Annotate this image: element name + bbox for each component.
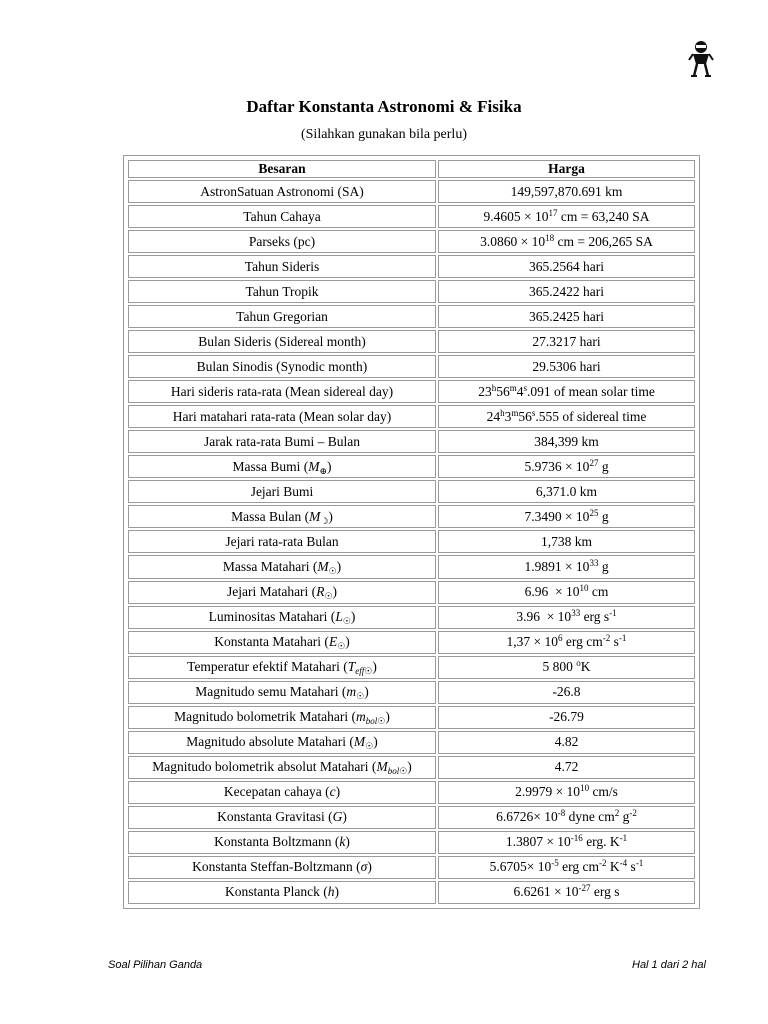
table-row (128, 255, 695, 278)
table-row (128, 881, 695, 904)
quantity-cell: Luminositas Matahari $(L_☉)$ (128, 606, 436, 629)
constants-table-frame (123, 155, 700, 909)
value-cell: -26.8 (438, 681, 695, 704)
quantity-cell: Tahun Gregorian (128, 305, 436, 328)
table-row (128, 430, 695, 453)
footer-right: Hal 1 dari 2 hal (632, 959, 706, 971)
value-cell: $1.9891 \times 10^{33}$ g (438, 555, 695, 578)
value-cell: 365.2422 hari (438, 280, 695, 303)
table-row (128, 706, 695, 729)
value-cell: 6,371.0 km (438, 480, 695, 503)
value-cell: 23$^h$56$^m$4$^s$.091 of mean solar time (438, 380, 695, 403)
table-row (128, 555, 695, 578)
quantity-cell: Hari sideris rata-rata (Mean sidereal day) (128, 380, 436, 403)
value-cell: 149,597,870.691 km (438, 180, 695, 203)
page-title: Daftar Konstanta Astronomi & Fisika (246, 97, 522, 116)
quantity-cell: Parseks (pc) (128, 230, 436, 253)
quantity-cell: Massa Matahari $(M_☉)$ (128, 555, 436, 578)
value-cell: 5 800 $^o$K (438, 656, 695, 679)
quantity-cell: Magnitudo bolometrik absolut Matahari $(M_{bol☉})$ (128, 756, 436, 779)
quantity-cell: Tahun Sideris (128, 255, 436, 278)
quantity-cell: Jejari Bumi (128, 480, 436, 503)
quantity-cell: Bulan Sideris (Sidereal month) (128, 330, 436, 353)
quantity-cell: AstronSatuan Astronomi (SA) (128, 180, 436, 203)
quantity-cell: Bulan Sinodis (Synodic month) (128, 355, 436, 378)
value-cell: 365.2425 hari (438, 305, 695, 328)
value-cell: $3.96 \times 10^{33}$ erg $s^{-1}$ (438, 606, 695, 629)
table-row (128, 806, 695, 829)
table-row (128, 731, 695, 754)
table-row (128, 831, 695, 854)
quantity-cell: Konstanta Boltzmann (k) (128, 831, 436, 854)
quantity-cell: Magnitudo semu Matahari $(m_☉)$ (128, 681, 436, 704)
value-cell: 24$^h$3$^m$56$^s$.555 of sidereal time (438, 405, 695, 428)
quantity-cell: Konstanta Gravitasi (G) (128, 806, 436, 829)
table-row (128, 606, 695, 629)
table-row (128, 380, 695, 403)
value-cell: $1.3807 \times 10^{-16}$ erg. $K^{-1}$ (438, 831, 695, 854)
value-cell: 1,738 km (438, 530, 695, 553)
table-row (128, 455, 695, 478)
table-row (128, 631, 695, 654)
value-cell: 4.72 (438, 756, 695, 779)
value-cell: -26.79 (438, 706, 695, 729)
table-row (128, 856, 695, 879)
column-header-value: Harga (438, 160, 695, 178)
quantity-cell: Konstanta Matahari $(E_☉)$ (128, 631, 436, 654)
table-row (128, 505, 695, 528)
table-row (128, 656, 695, 679)
value-cell: $5.6705\times 10^{-5}$ erg $cm^{-2}$ $K^{-4}$ $s^{-1}$ (438, 856, 695, 879)
table-row (128, 781, 695, 804)
value-cell: 365.2564 hari (438, 255, 695, 278)
table-header-row (128, 160, 695, 178)
table-row (128, 530, 695, 553)
value-cell: 29.5306 hari (438, 355, 695, 378)
table-row (128, 681, 695, 704)
quantity-cell: Magnitudo bolometrik Matahari $(m_{bol☉})$ (128, 706, 436, 729)
table-row (128, 355, 695, 378)
table-row (128, 180, 695, 203)
quantity-cell: Tahun Tropik (128, 280, 436, 303)
value-cell: $9.4605 \times 10^{17}$ cm = 63,240 SA (438, 205, 695, 228)
value-cell: $6.6726\times 10^{-8}$ dyne $cm^2$ $g^{-2}$ (438, 806, 695, 829)
table-row (128, 280, 695, 303)
quantity-cell: Konstanta Planck (h) (128, 881, 436, 904)
value-cell: $6.96 \times 10^{10}$ cm (438, 581, 695, 604)
footer-left: Soal Pilihan Ganda (108, 959, 203, 971)
value-cell: $2.9979 \times 10^{10}$ cm/s (438, 781, 695, 804)
quantity-cell: Hari matahari rata-rata (Mean solar day) (128, 405, 436, 428)
value-cell: $7.3490 \times 10^{25}$ g (438, 505, 695, 528)
constants-table (126, 158, 697, 906)
quantity-cell: Temperatur efektif Matahari $(T_{eff☉})$ (128, 656, 436, 679)
table-row (128, 330, 695, 353)
column-header-quantity: Besaran (128, 160, 436, 178)
table-row (128, 581, 695, 604)
table-row (128, 230, 695, 253)
quantity-cell: Jejari Matahari $(R_☉)$ (128, 581, 436, 604)
quantity-cell: Magnitudo absolute Matahari $(M_☉)$ (128, 731, 436, 754)
quantity-cell: Konstanta Steffan-Boltzmann (σ) (128, 856, 436, 879)
table-row (128, 205, 695, 228)
table-row (128, 305, 695, 328)
value-cell: 384,399 km (438, 430, 695, 453)
mascot-logo-icon (688, 40, 714, 78)
value-cell: $3.0860 \times 10^{18}$ cm = 206,265 SA (438, 230, 695, 253)
table-row (128, 756, 695, 779)
table-row (128, 480, 695, 503)
quantity-cell: Kecepatan cahaya (c) (128, 781, 436, 804)
value-cell: $5.9736 \times 10^{27}$ g (438, 455, 695, 478)
quantity-cell: Jejari rata-rata Bulan (128, 530, 436, 553)
value-cell: $1,37 \times 10^6$ erg $cm^{-2}$ $s^{-1}$ (438, 631, 695, 654)
quantity-cell: Jarak rata-rata Bumi – Bulan (128, 430, 436, 453)
value-cell: 4.82 (438, 731, 695, 754)
value-cell: $6.6261 \times 10^{-27}$ erg s (438, 881, 695, 904)
table-row (128, 405, 695, 428)
page-subtitle: (Silahkan gunakan bila perlu) (300, 127, 467, 142)
quantity-cell: Tahun Cahaya (128, 205, 436, 228)
quantity-cell: Massa Bumi $(M_\oplus)$ (128, 455, 436, 478)
quantity-cell: Massa Bulan $(M_☽)$ (128, 505, 436, 528)
value-cell: 27.3217 hari (438, 330, 695, 353)
table-body (128, 180, 695, 904)
